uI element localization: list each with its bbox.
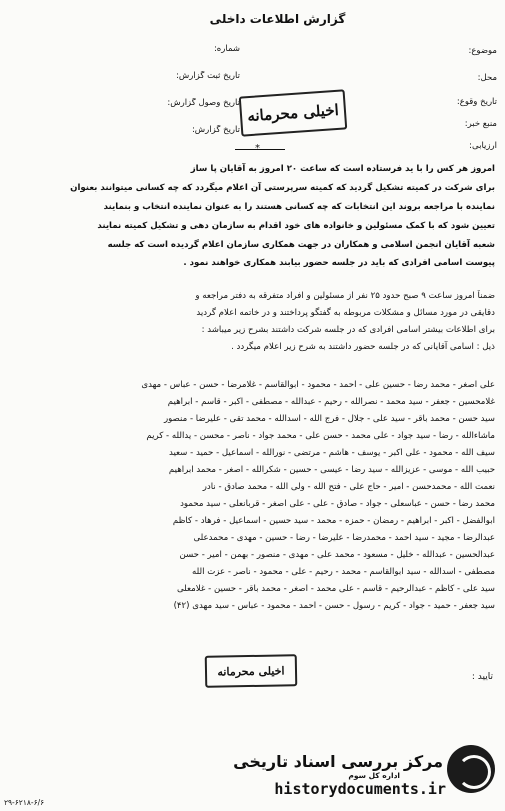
names-line: محمد رضا - حسن - عباسعلی - جواد - صادق - علی - علی اصغر - قربانعلی - سید محمود: [180, 499, 495, 509]
header-field-number: شماره:: [213, 44, 240, 54]
names-line: سید جعفر - حمید - جواد - کریم - رسول - حسن - احمد - محمود - عباس - سید مهدی (۴۲): [173, 601, 495, 611]
footer-reference: ۲۹-۶۲۱۸-۶/۶: [4, 798, 45, 807]
body-line: شعبه آقایان انجمن اسلامی و همکاران در جهت همکاری سازمان اعلام گردیده است که جلسه: [107, 240, 495, 250]
separator-star: *: [255, 143, 260, 154]
names-line: سیف الله - محمود - علی اکبر - یوسف - هاشم - مرتضی - نورالله - اسماعیل - حمید - سعید: [168, 448, 495, 458]
watermark-url: historydocuments.ir: [274, 780, 446, 798]
divider: [235, 149, 285, 150]
body-line: امروز هر کس را با ید فرستاده است که ساعت ۲۰ امروز به آقایان پا ساز: [190, 164, 495, 174]
body-line: برای شرکت در کمیته تشکیل گردید که کمیته سرپرستی آن اعلام میگردد که چه کسانی میتوانند بعنوان: [70, 183, 495, 193]
confidential-stamp-text: اخیلی محرمانه: [246, 100, 340, 126]
names-line: سید علی - کاظم - عبدالرحیم - قاسم - علی محمد - اصغر - محمد باقر - حسین - غلامعلی: [177, 584, 495, 594]
header-field-evaluation: ارزیابی:: [469, 141, 497, 151]
names-line: حبیب الله - موسی - عزیزالله - سید رضا - عیسی - حسین - شکرالله - اصغر - محمد ابراهیم: [168, 465, 495, 475]
names-line: عبدالحسین - عبدالله - خلیل - مسعود - محمد علی - مهدی - منصور - بهمن - امیر - حسن: [179, 550, 495, 560]
footer-department: اداره کل سوم: [348, 771, 400, 780]
body-line: ذیل : اسامی آقایانی که در جلسه حضور داشتند به شرح زیر اعلام میگردد .: [231, 342, 495, 352]
confidential-stamp: [239, 89, 348, 136]
names-line: مصطفی - اسدالله - سید ابوالقاسم - محمد - رحیم - علی - محمود - ناصر - عزت الله: [192, 567, 495, 577]
document-title: گزارش اطلاعات داخلی: [209, 12, 346, 26]
body-line: برای اطلاعات بیشتر اسامی افرادی که در جلسه شرکت داشتند بشرح زیر میباشد :: [201, 325, 495, 335]
header-field-occurrence-date: تاریخ وقوع:: [456, 97, 497, 107]
names-line: غلامحسین - جعفر - سید محمد - نصرالله - رحیم - عبدالله - مصطفی - اکبر - قاسم - ابراهیم: [167, 397, 495, 407]
header-field-place: محل:: [477, 73, 497, 83]
header-field-report-date: تاریخ گزارش:: [191, 125, 240, 135]
names-line: علی اصغر - محمد رضا - حسین علی - احمد - محمود - ابوالقاسم - غلامرضا - حسن - عباس - مهدی: [141, 380, 495, 390]
header-field-subject: موضوع:: [468, 46, 497, 56]
body-line: تعیین شود که با کمک مسئولین و خانواده های خود اقدام به سازمان دهی و تشکیل کمیته نمایند: [97, 221, 495, 231]
names-line: عبدالرضا - مجید - سید احمد - محمدرضا - علیرضا - رضا - حسین - مهدی - محمدعلی: [193, 533, 495, 543]
names-line: ماشاءالله - رضا - سید جواد - علی محمد - حسن علی - محمد جواد - ناصر - محسن - یدالله - کریم: [146, 431, 495, 441]
header-field-receive-date: تاریخ وصول گزارش:: [167, 98, 240, 108]
body-line: ضمناً امروز ساعت ۹ صبح حدود ۲۵ نفر از مسئولین و افراد متفرقه به دفتر مراجعه و: [195, 291, 495, 301]
confidential-stamp-bottom-text: اخیلی محرمانه: [217, 663, 285, 679]
confidential-stamp-bottom: [205, 654, 298, 688]
names-line: سید حسن - محمد باقر - سید علی - جلال - فرج الله - اسدالله - محمد تقی - علیرضا - منصور: [163, 414, 495, 424]
archive-logo-icon: [447, 745, 495, 793]
header-field-register-date: تاریخ ثبت گزارش:: [175, 71, 240, 81]
names-line: ابوالفضل - اکبر - ابراهیم - رمضان - حمزه - محمد - سید حسین - اسماعیل - فرهاد - کاظم: [172, 516, 495, 526]
body-line: پیوست اسامی افرادی که باید در جلسه حضور بیابند همکاری خواهند نمود .: [183, 258, 495, 268]
header-field-source: منبع خبر:: [464, 119, 497, 129]
watermark-title: مرکز بررسی اسناد تاریخی: [233, 752, 443, 771]
body-line: دقایقی در مورد مسائل و مشکلات مربوطه به گفتگو پرداختند و در خاتمه اعلام گردید: [196, 308, 495, 318]
signature-label: تأیید :: [471, 672, 493, 682]
body-line: نماینده با مراجعه بروند این انتخابات که چه کسانی هستند را به عنوان نماینده انتخاب و بنمایند: [103, 202, 495, 212]
names-line: نعمت الله - محمدحسن - امیر - حاج علی - فتح الله - ولی الله - محمد صادق - نادر: [202, 482, 495, 492]
